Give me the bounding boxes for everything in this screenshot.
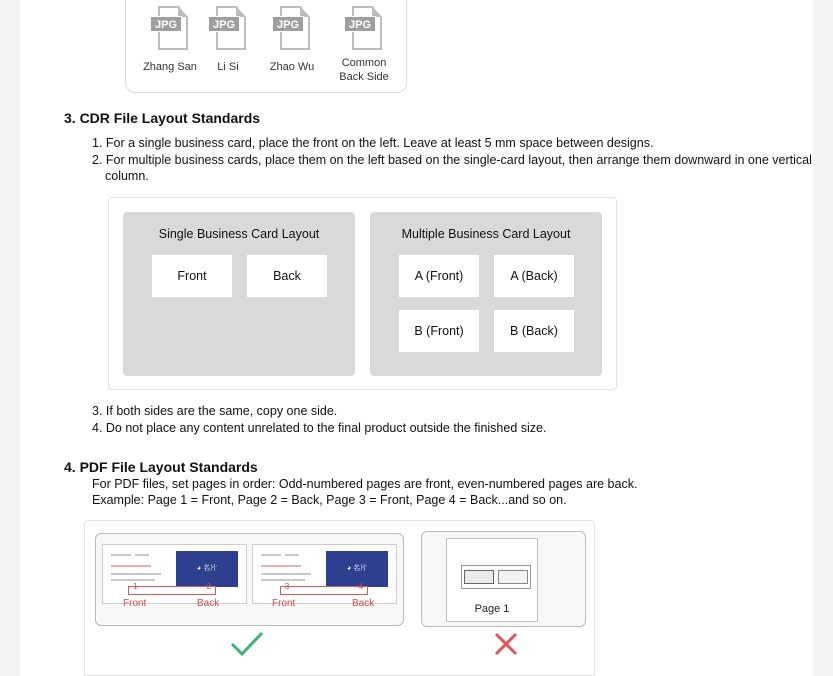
cdr-rule-1: 1. For a single business card, place the front on the left. Leave at least 5 mm space between designs.	[92, 136, 654, 150]
card-front: Front	[152, 255, 232, 297]
file-name: Zhao Wu	[269, 61, 315, 73]
combined-cards-thumbnail	[461, 565, 531, 589]
front-label: Front	[123, 598, 147, 609]
cdr-layout-diagram	[108, 197, 617, 390]
correct-page-order-example	[95, 533, 404, 626]
section-heading-cdr: 3. CDR File Layout Standards	[64, 110, 261, 126]
cross-icon	[492, 630, 520, 658]
page-label: Page 1	[474, 603, 510, 615]
file-item	[334, 6, 394, 84]
file-name: Common Back Side	[339, 57, 389, 83]
cdr-rule-2: 2. For multiple business cards, place them on the left based on the single-card layout, then arrange them downward in one vertical	[92, 153, 812, 167]
card-b-back: B (Back)	[494, 310, 574, 352]
jpg-file-icon: JPG	[208, 6, 248, 50]
page-number-bar: 3 4	[280, 586, 368, 595]
page-number-bar: 1 2	[128, 586, 216, 595]
incorrect-page-order-example	[421, 531, 586, 627]
front-label: Front	[272, 598, 296, 609]
jpg-file-icon: JPG	[344, 6, 384, 50]
file-name: Li Si	[217, 61, 239, 73]
pdf-example-diagram	[84, 520, 595, 676]
jpg-file-icon: JPG	[272, 6, 312, 50]
cdr-rule-2-cont: column.	[105, 169, 149, 183]
card-back: Back	[247, 255, 327, 297]
jpg-file-icon: JPG	[150, 6, 190, 50]
file-item	[140, 6, 200, 74]
cdr-rule-4: 4. Do not place any content unrelated to the final product outside the finished size.	[92, 421, 547, 435]
page-spread	[102, 544, 247, 604]
card-back-thumbnail: ◕ 名片	[326, 551, 388, 587]
card-back-thumbnail: ◕ 名片	[176, 551, 238, 587]
card-front-thumbnail	[109, 551, 171, 587]
card-a-front: A (Front)	[399, 255, 479, 297]
document-page	[20, 0, 813, 676]
page-spread	[252, 544, 397, 604]
back-label: Back	[197, 598, 220, 609]
cdr-rule-3: 3. If both sides are the same, copy one side.	[92, 404, 338, 418]
file-name: Zhang San	[143, 61, 197, 73]
single-page-thumbnail	[446, 538, 538, 622]
file-item	[262, 6, 322, 74]
card-a-back: A (Back)	[494, 255, 574, 297]
checkmark-icon	[229, 630, 265, 658]
back-label: Back	[352, 598, 375, 609]
section-heading-pdf: 4. PDF File Layout Standards	[64, 459, 258, 475]
card-b-front: B (Front)	[399, 310, 479, 352]
multi-card-layout-panel	[370, 212, 602, 376]
pdf-line-1: For PDF files, set pages in order: Odd-numbered pages are front, even-numbered pages are back.	[92, 477, 638, 491]
card-front-thumbnail	[259, 551, 321, 587]
pdf-line-2: Example: Page 1 = Front, Page 2 = Back, Page 3 = Front, Page 4 = Back...and so on.	[92, 493, 567, 507]
file-item	[198, 6, 258, 74]
single-card-layout-panel	[123, 212, 355, 376]
jpg-files-panel	[125, 0, 407, 93]
panel-title: Single Business Card Layout	[158, 227, 320, 241]
panel-title: Multiple Business Card Layout	[401, 227, 571, 241]
